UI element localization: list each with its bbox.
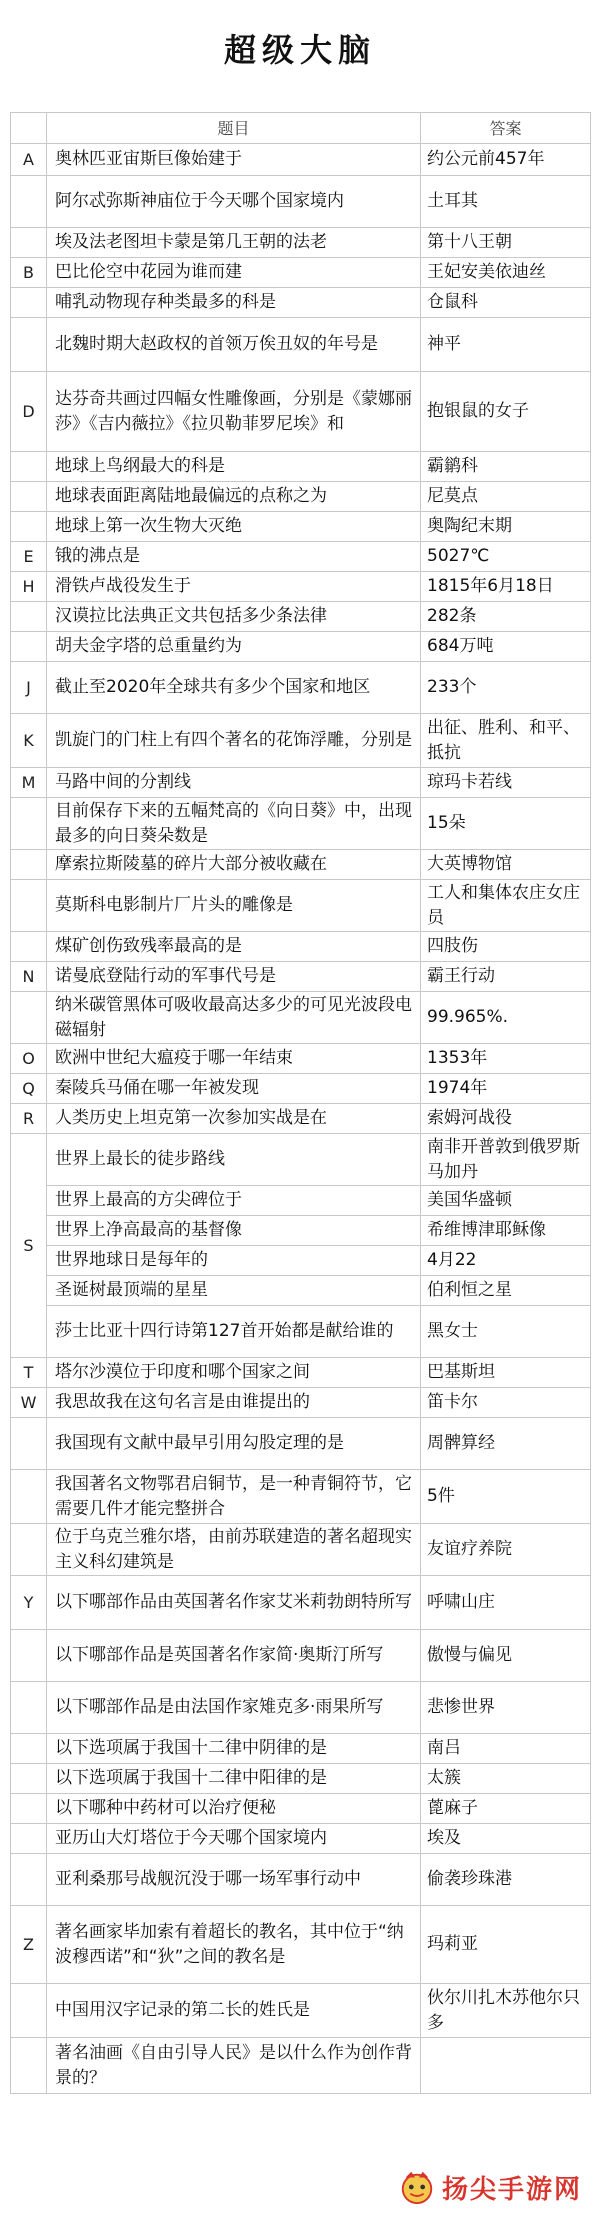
index-letter [11,482,47,512]
question-cell: 地球上第一次生物大灭绝 [47,512,421,542]
question-cell: 以下哪部作品由英国著名作家艾米莉勃朗特所写 [47,1576,421,1630]
answer-cell: 约公元前457年 [421,144,591,176]
index-letter [11,1764,47,1794]
page-title: 超级大脑 [223,31,376,69]
index-letter [11,288,47,318]
table-row [11,1306,591,1358]
table-row [11,1216,591,1246]
table-row [11,714,591,768]
index-letter: R [11,1104,47,1134]
table-row [11,1104,591,1134]
question-cell: 人类历史上坦克第一次参加实战是在 [47,1104,421,1134]
table-row [11,1388,591,1418]
table-row [11,1984,591,2038]
question-cell: 巴比伦空中花园为谁而建 [47,258,421,288]
question-cell: 我思故我在这句名言是由谁提出的 [47,1388,421,1418]
table-row [11,512,591,542]
letter-column-header [11,113,47,144]
answer-cell: 尼莫点 [421,482,591,512]
index-letter [11,992,47,1044]
table-row [11,542,591,572]
answer-cell: 伙尔川扎木苏他尔只多 [421,1984,591,2038]
index-letter [11,932,47,962]
answer-cell: 5027℃ [421,542,591,572]
table-row [11,258,591,288]
question-cell: 著名画家毕加索有着超长的教名，其中位于“纳波穆西诺”和“狄”之间的教名是 [47,1906,421,1984]
question-cell: 埃及法老图坦卡蒙是第几王朝的法老 [47,228,421,258]
index-letter: Y [11,1576,47,1630]
index-letter: S [11,1134,47,1358]
index-letter [11,1470,47,1524]
index-letter [11,1682,47,1734]
table-row [11,1074,591,1104]
index-letter [11,176,47,228]
question-cell: 以下选项属于我国十二律中阴律的是 [47,1734,421,1764]
table-row [11,1734,591,1764]
table-row [11,1358,591,1388]
index-letter [11,452,47,482]
answer-cell: 抱银鼠的女子 [421,372,591,452]
answer-cell: 美国华盛顿 [421,1186,591,1216]
answer-cell: 埃及 [421,1824,591,1854]
answer-cell: 悲惨世界 [421,1682,591,1734]
question-cell: 世界上最高的方尖碑位于 [47,1186,421,1216]
index-letter [11,1854,47,1906]
answer-cell: 出征、胜利、和平、抵抗 [421,714,591,768]
question-cell: 亚利桑那号战舰沉没于哪一场军事行动中 [47,1854,421,1906]
table-row [11,1764,591,1794]
question-cell: 我国著名文物鄂君启铜节，是一种青铜符节，它需要几件才能完整拼合 [47,1470,421,1524]
question-cell: 以下哪部作品是由法国作家雉克多·雨果所写 [47,1682,421,1734]
question-cell: 莎士比亚十四行诗第127首开始都是献给谁的 [47,1306,421,1358]
answer-cell: 1974年 [421,1074,591,1104]
index-letter: J [11,662,47,714]
question-cell: 以下哪部作品是英国著名作家简·奥斯汀所写 [47,1630,421,1682]
index-letter [11,1630,47,1682]
answer-cell: 王妃安美依迪丝 [421,258,591,288]
question-cell: 滑铁卢战役发生于 [47,572,421,602]
qa-table [10,112,591,2094]
table-row [11,662,591,714]
question-cell: 世界地球日是每年的 [47,1246,421,1276]
answer-cell: 南吕 [421,1734,591,1764]
answer-cell: 霸鹟科 [421,452,591,482]
table-row [11,2038,591,2094]
question-cell: 地球上鸟纲最大的科是 [47,452,421,482]
table-row [11,572,591,602]
index-letter [11,228,47,258]
answer-cell: 仓鼠科 [421,288,591,318]
table-row [11,932,591,962]
question-cell: 以下选项属于我国十二律中阳律的是 [47,1764,421,1794]
index-letter [11,318,47,372]
table-row [11,1470,591,1524]
index-letter [11,798,47,850]
answer-cell: 1815年6月18日 [421,572,591,602]
index-letter [11,1824,47,1854]
answer-cell: 684万吨 [421,632,591,662]
answer-cell: 工人和集体农庄女庄员 [421,880,591,932]
answer-cell: 土耳其 [421,176,591,228]
index-letter [11,1734,47,1764]
question-cell: 著名油画《自由引导人民》是以什么作为创作背景的？ [47,2038,421,2094]
index-letter: T [11,1358,47,1388]
table-row [11,288,591,318]
answer-cell: 黑女士 [421,1306,591,1358]
question-cell: 阿尔忒弥斯神庙位于今天哪个国家境内 [47,176,421,228]
table-row [11,1854,591,1906]
answer-cell: 索姆河战役 [421,1104,591,1134]
answer-cell: 四肢伤 [421,932,591,962]
answer-cell: 笛卡尔 [421,1388,591,1418]
table-row [11,1794,591,1824]
question-cell: 我国现有文献中最早引用勾股定理的是 [47,1418,421,1470]
index-letter: B [11,258,47,288]
answer-cell: 蓖麻子 [421,1794,591,1824]
question-cell: 莫斯科电影制片厂片头的雕像是 [47,880,421,932]
index-letter: Z [11,1906,47,1984]
answer-cell: 南非开普敦到俄罗斯马加丹 [421,1134,591,1186]
question-cell: 汉谟拉比法典正文共包括多少条法律 [47,602,421,632]
table-row [11,176,591,228]
index-letter: M [11,768,47,798]
table-row [11,962,591,992]
index-letter [11,1418,47,1470]
table-row [11,228,591,258]
table-row [11,768,591,798]
table-row [11,372,591,452]
table-row [11,452,591,482]
question-cell: 摩索拉斯陵墓的碎片大部分被收藏在 [47,850,421,880]
answer-cell: 大英博物馆 [421,850,591,880]
answer-cell: 99.965%. [421,992,591,1044]
question-cell: 奥林匹亚宙斯巨像始建于 [47,144,421,176]
question-cell: 北魏时期大赵政权的首领万俟丑奴的年号是 [47,318,421,372]
index-letter: E [11,542,47,572]
answer-cell: 呼啸山庄 [421,1576,591,1630]
index-letter [11,2038,47,2094]
index-letter [11,632,47,662]
answer-cell: 霸王行动 [421,962,591,992]
index-letter [11,602,47,632]
table-row [11,1044,591,1074]
question-cell: 塔尔沙漠位于印度和哪个国家之间 [47,1358,421,1388]
table-row [11,602,591,632]
question-cell: 欧洲中世纪大瘟疫于哪一年结束 [47,1044,421,1074]
table-row [11,1134,591,1186]
table-row [11,1824,591,1854]
question-cell: 诺曼底登陆行动的军事代号是 [47,962,421,992]
table-row [11,1276,591,1306]
answer-cell: 周髀算经 [421,1418,591,1470]
index-letter [11,1794,47,1824]
table-row [11,992,591,1044]
question-cell: 世界上最长的徒步路线 [47,1134,421,1186]
table-header-row [11,113,591,144]
table-row [11,1630,591,1682]
table-row [11,1576,591,1630]
question-cell: 中国用汉字记录的第二长的姓氏是 [47,1984,421,2038]
mascot-logo-icon [398,2168,436,2206]
index-letter [11,850,47,880]
table-row [11,880,591,932]
question-cell: 亚历山大灯塔位于今天哪个国家境内 [47,1824,421,1854]
question-cell: 胡夫金字塔的总重量约为 [47,632,421,662]
answer-cell: 友谊疗养院 [421,1524,591,1576]
question-cell: 以下哪种中药材可以治疗便秘 [47,1794,421,1824]
answer-cell: 5件 [421,1470,591,1524]
answer-cell: 4月22 [421,1246,591,1276]
answer-cell: 巴基斯坦 [421,1358,591,1388]
question-cell: 世界上净高最高的基督像 [47,1216,421,1246]
watermark-text: 扬尖手游网 [441,2174,582,2205]
table-row [11,798,591,850]
index-letter: K [11,714,47,768]
index-letter: W [11,1388,47,1418]
site-watermark [392,2166,588,2208]
table-row [11,1524,591,1576]
index-letter [11,1984,47,2038]
question-cell: 圣诞树最顶端的星星 [47,1276,421,1306]
question-cell: 地球表面距离陆地最偏远的点称之为 [47,482,421,512]
answer-cell: 奥陶纪末期 [421,512,591,542]
index-letter [11,1524,47,1576]
table-row [11,1906,591,1984]
index-letter: A [11,144,47,176]
answer-cell: 伯利恒之星 [421,1276,591,1306]
index-letter: O [11,1044,47,1074]
table-row [11,1246,591,1276]
table-row [11,318,591,372]
question-cell: 哺乳动物现存种类最多的科是 [47,288,421,318]
answer-cell: 玛莉亚 [421,1906,591,1984]
answer-cell: 神平 [421,318,591,372]
question-cell: 锇的沸点是 [47,542,421,572]
question-cell: 马路中间的分割线 [47,768,421,798]
question-cell: 截止至2020年全球共有多少个国家和地区 [47,662,421,714]
question-cell: 秦陵兵马俑在哪一年被发现 [47,1074,421,1104]
index-letter: H [11,572,47,602]
question-cell: 煤矿创伤致残率最高的是 [47,932,421,962]
answer-cell: 282条 [421,602,591,632]
question-cell: 位于乌克兰雅尔塔，由前苏联建造的著名超现实主义科幻建筑是 [47,1524,421,1576]
index-letter: N [11,962,47,992]
question-cell: 纳米碳管黑体可吸收最高达多少的可见光波段电磁辐射 [47,992,421,1044]
question-cell: 凯旋门的门柱上有四个著名的花饰浮雕，分别是 [47,714,421,768]
table-row [11,144,591,176]
table-row [11,1418,591,1470]
index-letter [11,512,47,542]
index-letter: D [11,372,47,452]
question-column-header: 题目 [47,113,421,144]
table-row [11,632,591,662]
answer-cell: 第十八王朝 [421,228,591,258]
answer-column-header: 答案 [421,113,591,144]
answer-cell: 太簇 [421,1764,591,1794]
answer-cell: 15朵 [421,798,591,850]
table-row [11,1186,591,1216]
answer-cell: 偷袭珍珠港 [421,1854,591,1906]
table-row [11,1682,591,1734]
table-row [11,482,591,512]
answer-cell: 傲慢与偏见 [421,1630,591,1682]
answer-cell: 琼玛卡若线 [421,768,591,798]
answer-cell: 希维博津耶稣像 [421,1216,591,1246]
qa-table-body [11,144,591,2094]
answer-cell: 1353年 [421,1044,591,1074]
index-letter [11,880,47,932]
question-cell: 达芬奇共画过四幅女性雕像画，分别是《蒙娜丽莎》《吉内薇拉》《拉贝勒菲罗尼埃》和 [47,372,421,452]
answer-cell [421,2038,591,2094]
index-letter: Q [11,1074,47,1104]
question-cell: 目前保存下来的五幅梵高的《向日葵》中，出现最多的向日葵朵数是 [47,798,421,850]
answer-cell: 233个 [421,662,591,714]
table-row [11,850,591,880]
